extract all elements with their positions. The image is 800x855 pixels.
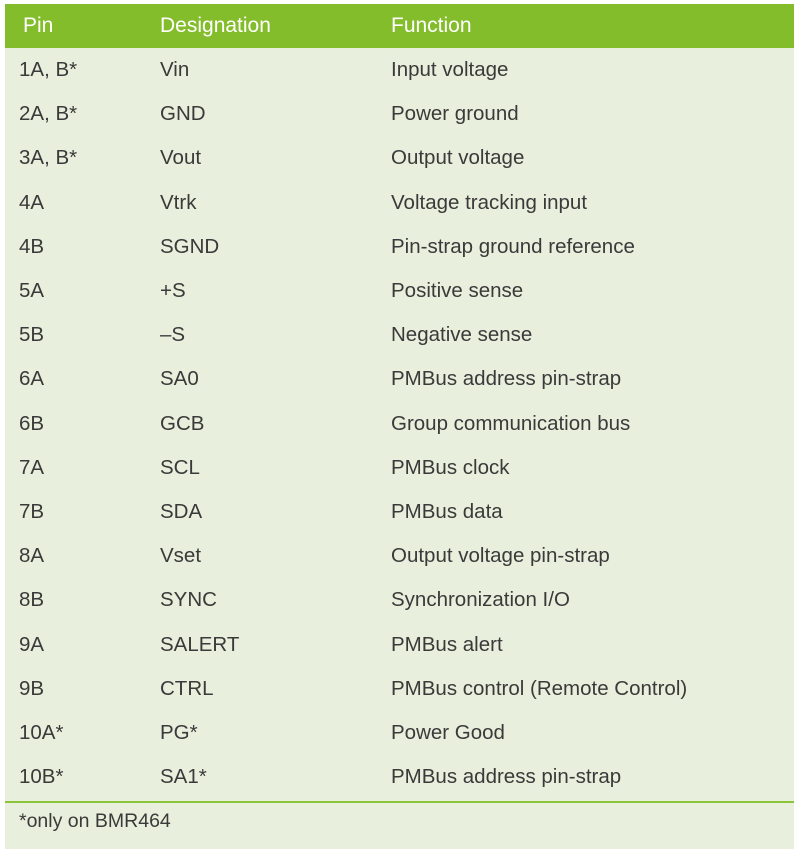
cell-pin: 7B bbox=[19, 499, 45, 523]
cell-designation: CTRL bbox=[160, 676, 214, 700]
cell-designation: +S bbox=[160, 279, 186, 303]
cell-pin: 10B* bbox=[19, 765, 64, 789]
cell-designation: GCB bbox=[160, 411, 205, 435]
cell-pin: 6A bbox=[19, 367, 45, 391]
cell-pin: 6B bbox=[19, 411, 45, 435]
pin-table bbox=[5, 4, 794, 849]
cell-function: Pin-strap ground reference bbox=[391, 234, 635, 258]
footnote-divider bbox=[5, 801, 794, 803]
table-row bbox=[5, 622, 794, 666]
cell-function: Voltage tracking input bbox=[391, 190, 588, 214]
footnote: *only on BMR464 bbox=[19, 810, 171, 832]
table-row bbox=[5, 446, 794, 490]
cell-pin: 10A* bbox=[19, 720, 64, 744]
cell-function: Output voltage pin-strap bbox=[391, 544, 610, 568]
table-row bbox=[5, 181, 794, 225]
cell-designation: SYNC bbox=[160, 588, 217, 612]
cell-designation: PG* bbox=[160, 720, 198, 744]
cell-function: Power Good bbox=[391, 720, 505, 744]
table-body bbox=[5, 48, 794, 799]
cell-function: PMBus alert bbox=[391, 632, 503, 656]
cell-pin: 5B bbox=[19, 323, 45, 347]
header-function: Function bbox=[391, 14, 472, 37]
header-designation: Designation bbox=[160, 14, 271, 37]
table-row bbox=[5, 357, 794, 401]
cell-pin: 9A bbox=[19, 632, 45, 656]
cell-pin: 7A bbox=[19, 455, 45, 479]
cell-function: PMBus address pin-strap bbox=[391, 765, 622, 789]
cell-designation: SCL bbox=[160, 455, 200, 479]
cell-pin: 9B bbox=[19, 676, 45, 700]
cell-designation: SDA bbox=[160, 499, 203, 523]
table-row bbox=[5, 136, 794, 180]
cell-function: Output voltage bbox=[391, 146, 525, 170]
table-row bbox=[5, 92, 794, 136]
cell-pin: 1A, B* bbox=[19, 58, 78, 82]
cell-function: Group communication bus bbox=[391, 411, 631, 435]
cell-pin: 8B bbox=[19, 588, 45, 612]
cell-designation: Vout bbox=[160, 146, 202, 170]
cell-function: PMBus data bbox=[391, 499, 503, 523]
cell-pin: 4A bbox=[19, 190, 45, 214]
cell-designation: SALERT bbox=[160, 632, 240, 656]
cell-function: PMBus control (Remote Control) bbox=[391, 676, 688, 700]
cell-designation: Vset bbox=[160, 544, 202, 568]
header-pin: Pin bbox=[23, 14, 54, 37]
table-row bbox=[5, 755, 794, 799]
table-row bbox=[5, 402, 794, 446]
table-row bbox=[5, 313, 794, 357]
cell-pin: 4B bbox=[19, 234, 45, 258]
cell-pin: 2A, B* bbox=[19, 102, 78, 126]
table-row bbox=[5, 534, 794, 578]
cell-designation: SGND bbox=[160, 234, 220, 258]
cell-function: Synchronization I/O bbox=[391, 588, 570, 612]
cell-designation: –S bbox=[160, 323, 186, 347]
cell-designation: Vin bbox=[160, 58, 190, 82]
table-row bbox=[5, 269, 794, 313]
table-header bbox=[5, 4, 794, 48]
table-row bbox=[5, 490, 794, 534]
table-row bbox=[5, 578, 794, 622]
table-row bbox=[5, 225, 794, 269]
cell-function: Input voltage bbox=[391, 58, 509, 82]
cell-designation: SA0 bbox=[160, 367, 199, 391]
cell-function: Negative sense bbox=[391, 323, 533, 347]
cell-designation: Vtrk bbox=[160, 190, 197, 214]
cell-function: PMBus address pin-strap bbox=[391, 367, 622, 391]
cell-function: Power ground bbox=[391, 102, 519, 126]
cell-function: Positive sense bbox=[391, 279, 524, 303]
table-row bbox=[5, 711, 794, 755]
cell-pin: 3A, B* bbox=[19, 146, 78, 170]
table-row bbox=[5, 48, 794, 92]
cell-pin: 8A bbox=[19, 544, 45, 568]
cell-designation: GND bbox=[160, 102, 206, 126]
cell-function: PMBus clock bbox=[391, 455, 510, 479]
cell-designation: SA1* bbox=[160, 765, 207, 789]
table-row bbox=[5, 667, 794, 711]
cell-pin: 5A bbox=[19, 279, 45, 303]
